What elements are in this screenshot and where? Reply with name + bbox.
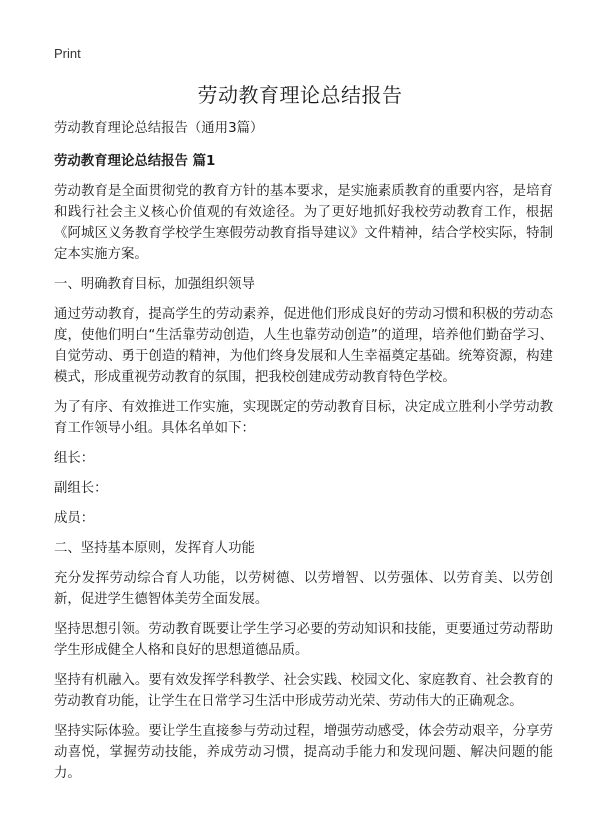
paragraph-integration: 坚持有机融入。要有效发挥学科教学、社会实践、校园文化、家庭教育、社会教育的劳动教育功能，让学生在日常学习生活中形成劳动光荣、劳动伟大的正确观念。 (54, 673, 553, 709)
heading-principles: 二、坚持基本原则，发挥育人功能 (54, 541, 255, 556)
paragraph-experience: 坚持实际体验。要让学生直接参与劳动过程，增强劳动感受，体会劳动艰辛，分享劳动喜悦，掌握劳动技能，养成劳动习惯，提高动手能力和发现问题、解决问题的能力。 (54, 724, 553, 781)
print-link[interactable]: Print (54, 46, 81, 61)
paragraph-goals: 通过劳动教育，提高学生的劳动素养，促进他们形成良好的劳动习惯和积极的劳动态度，使他们明白“生活靠劳动创造，人生也靠劳动创造”的道理，培养他们勤奋学习、自觉劳动、勇于创造的精神，为他们终身发展和人生幸福奠定基础。统筹资源，构建模式，形成重视劳动教育的氛围，把我校创建成劳动教育特色学校。 (54, 307, 553, 385)
document-body (54, 118, 553, 793)
role-deputy-leader: 副组长： (54, 481, 108, 496)
document-title: 劳动教育理论总结报告 (197, 83, 403, 107)
section-title: 劳动教育理论总结报告 篇1 (54, 154, 216, 169)
paragraph-leadership: 为了有序、有效推进工作实施，实现既定的劳动教育目标，决定成立胜利小学劳动教育工作领导小组。具体名单如下： (54, 400, 553, 436)
role-members: 成员： (54, 511, 95, 526)
role-leader: 组长： (54, 451, 95, 466)
paragraph-thought-guidance: 坚持思想引领。劳动教育既要让学生学习必要的劳动知识和技能，更要通过劳动帮助学生形成健全人格和良好的思想道德品质。 (54, 622, 553, 658)
paragraph-function: 充分发挥劳动综合育人功能，以劳树德、以劳增智、以劳强体、以劳育美、以劳创新，促进学生德智体美劳全面发展。 (54, 571, 553, 607)
document-subtitle: 劳动教育理论总结报告（通用3篇） (54, 121, 264, 136)
paragraph-intro: 劳动教育是全面贯彻党的教育方针的基本要求，是实施素质教育的重要内容，是培育和践行社会主义核心价值观的有效途径。为了更好地抓好我校劳动教育工作，根据《阿城区义务教育学校学生寒假劳动教育指导建议》文件精神，结合学校实际，特制定本实施方案。 (54, 184, 553, 262)
heading-goals: 一、明确教育目标，加强组织领导 (54, 277, 255, 292)
